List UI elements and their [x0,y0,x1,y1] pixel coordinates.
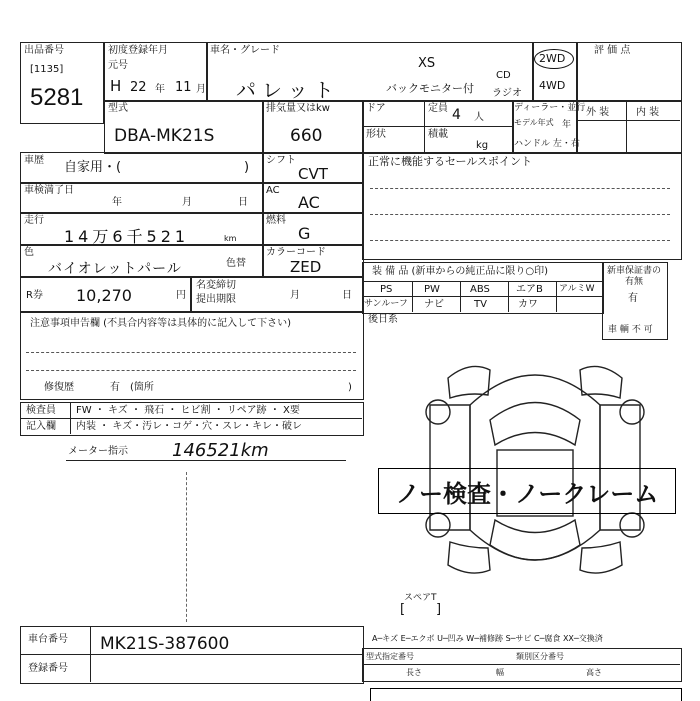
equip-airbag: エアB [516,284,543,295]
legend-1: FW ・ キズ ・ 飛石 ・ ヒビ割 ・ リペア跡 ・ X要 [76,405,300,416]
shift-value: CVT [298,165,328,183]
lot-number: 5281 [30,84,84,111]
repair-label: 修復歴 [44,382,74,393]
month-value: 11 [175,80,192,95]
shift-label: シフト [266,155,296,166]
month-unit: 月 [196,84,206,95]
insp-day-unit: 日 [238,197,248,208]
exterior-label: 外 装 [586,107,610,118]
sales-point-label: 正常に機能するセールスポイント [368,155,533,168]
era-value: H [110,77,122,95]
bottom-bar [370,688,682,701]
lot-label: 出品番号 [24,45,64,56]
insp-year-unit: 年 [112,197,122,208]
spare-label: スペアT [404,593,437,603]
grade-radio: ラジオ [492,88,522,99]
stamp-text: ノー検査・ノークレーム [395,479,659,508]
key-legend: A─キズ E─エクボ U─凹み W─補修跡 S─サビ C─腐食 XX─交換済 [372,634,603,643]
side-dash [186,472,187,622]
color-label: 色 [24,247,34,258]
insp-month-unit: 月 [182,197,192,208]
chassis-label: 車台番号 [28,634,68,645]
door-label: ドア [366,103,386,114]
dealer-label: ディーラー・並行 [514,103,586,113]
bottom-length: 長さ [406,668,422,677]
capacity-label: 定員 [428,103,448,114]
load-unit: kg [476,140,489,151]
chassis-divider [90,626,91,682]
recycle-label: R券 [26,290,43,301]
displacement-label: 排気量又はkw [266,103,330,114]
displacement-value: 660 [290,126,323,146]
notes-label: 注意事項申告欄 (不具合内容等は具体的に記入して下さい) [30,318,291,329]
model-label: 型式 [108,103,128,114]
mileage-label: 走行 [24,215,44,226]
color-code-label: カラーコード [266,247,326,258]
repair-yes: 有 [110,382,120,393]
equip-leather: カワ [518,299,538,310]
spare-bracket-close: ] [436,602,442,617]
capacity-unit: 人 [474,112,484,123]
model-year-label: モデル年式 [514,118,554,127]
bottom-mid [362,664,680,665]
handle-label: ハンドル 左・右 [514,139,580,149]
equip-ps: PS [380,284,393,295]
equip-tv: TV [474,299,487,310]
lot-sub: [1135] [30,64,64,75]
equip-navi: ナビ [424,299,444,310]
model-value: DBA-MK21S [114,126,215,146]
title-deadline-label: 提出期限 [196,294,236,305]
legend-2: 内装 ・ キズ・汚レ・コゲ・穴・スレ・キレ・破レ [76,421,303,432]
era-label: 元号 [108,60,128,71]
usage-label: 車歴 [24,155,44,166]
usage-value: 自家用・( [64,160,122,175]
deadline-month-unit: 月 [290,290,300,301]
fuel-label: 燃料 [266,215,286,226]
chassis-value: MK21S-387600 [100,634,230,654]
warranty-label: 新車保証書の有無 [606,266,661,287]
load-label: 積載 [428,129,448,140]
inspector-label: 検査員 [26,405,56,416]
car-name-label: 車名・グレード [210,45,280,56]
drive-4wd: 4WD [539,79,566,92]
capacity-value: 4 [452,107,461,123]
bottom-width: 幅 [496,668,504,677]
inspection-label: 車検満了日 [24,185,74,196]
fuel-value: G [298,224,311,243]
meter-label: メーター指示 [68,446,128,457]
bottom-class: 類別区分番号 [516,652,564,661]
chassis-mid [20,654,362,655]
color-change-label: 色替 [226,258,246,269]
year-value: 22 [130,80,147,95]
reg-no-label: 登録番号 [28,663,68,674]
back-label: 後日系 [368,314,398,325]
color-code-value: ZED [290,258,322,276]
recycle-unit: 円 [176,290,186,301]
bottom-model: 型式指定番号 [366,652,414,661]
spare-bracket-open: [ [400,602,406,617]
title-change-label: 名変締切 [196,280,236,291]
equip-abs: ABS [470,284,490,295]
usage-close: ) [244,160,250,175]
ac-value: AC [298,193,320,212]
equip-pw: PW [424,284,440,295]
mileage-unit: km [224,234,237,243]
car-name-value: パレット [236,78,340,102]
year-unit: 年 [155,84,165,95]
equipment-label: 装 備 品 (新車からの純正品に限り○印) [372,266,549,277]
repair-place: (箇所 [130,382,154,393]
recycle-value: 10,270 [76,286,132,305]
ac-label: AC [266,185,280,196]
color-value: バイオレットパール [48,261,182,277]
rating-label: 評 価 点 [594,45,631,56]
model-year-unit: 年 [562,120,572,130]
mileage-value: 14万6千521 [64,227,190,246]
equip-sunroof: サンルーフ [364,299,408,309]
entry-label: 記入欄 [26,421,56,432]
interior-label: 内 装 [636,107,660,118]
warranty-yes: 有 [628,293,638,304]
repair-close: ) [348,382,352,393]
drivable-label: 車 輌 不 可 [608,325,653,335]
equip-alloy: アルミW [559,284,595,294]
drive-2wd: 2WD [539,52,566,65]
bottom-height: 高さ [586,668,602,677]
first-reg-label: 初度登録年月 [108,45,168,56]
shape-label: 形状 [366,129,386,140]
grade-cd: CD [496,70,511,81]
meter-value: 146521km [172,440,269,461]
deadline-day-unit: 日 [342,290,352,301]
grade-value: XS [418,56,436,71]
grade-extra: バックモニター付 [386,82,474,95]
no-claim-stamp [378,468,676,514]
